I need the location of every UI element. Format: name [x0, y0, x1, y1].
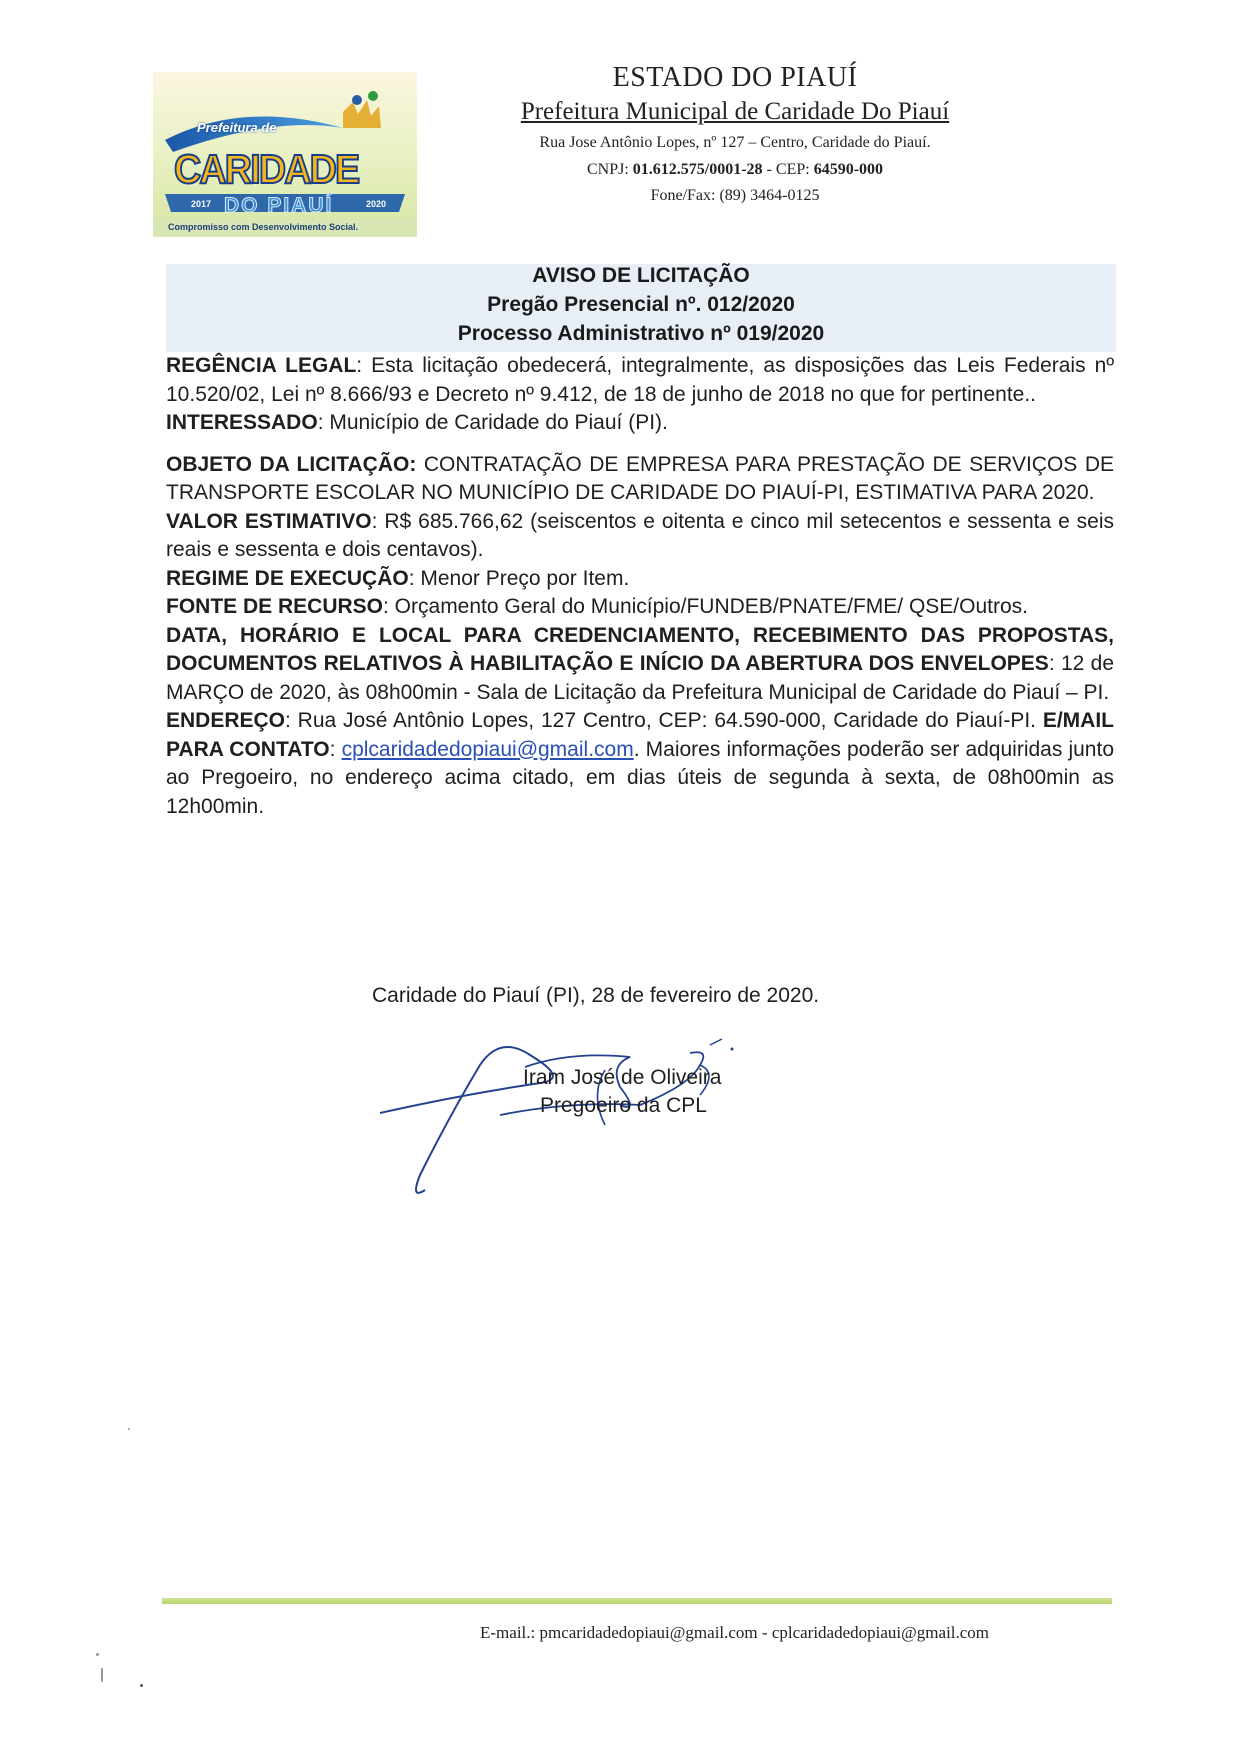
signer-role: Pregoeiro da CPL [540, 1094, 707, 1117]
email-separator: : [329, 737, 342, 761]
handwritten-signature [370, 1025, 810, 1215]
process-number: Processo Administrativo nº 019/2020 [457, 322, 825, 345]
interessado-paragraph [166, 409, 1114, 438]
logo-small-text: Prefeitura de [197, 120, 277, 135]
scan-speck [101, 1668, 103, 1682]
endereco-paragraph [166, 707, 1114, 821]
regencia-label: REGÊNCIA LEGAL [166, 354, 357, 377]
cnpj-value: 01.612.575/0001-28 [632, 161, 763, 178]
header-cnpj-cep [450, 161, 1020, 179]
cep-value: 64590-000 [813, 161, 884, 178]
cep-label: - CEP: [762, 161, 814, 178]
state-name: ESTADO DO PIAUÍ [612, 62, 858, 93]
objeto-label: OBJETO DA LICITAÇÃO: [166, 452, 417, 476]
regencia-paragraph [166, 352, 1114, 409]
fonte-paragraph [166, 593, 1114, 622]
regime-label: REGIME DE EXECUÇÃO [166, 566, 409, 590]
notice-body [166, 352, 1114, 821]
pregao-number: Pregão Presencial nº. 012/2020 [487, 293, 795, 316]
data-label: DATA, HORÁRIO E LOCAL PARA CREDENCIAMENTO, RECEBIMENTO DAS PROPOSTAS, DOCUMENTOS RELATIVOS À HABILITAÇÃO E INÍCIO DA ABERTURA DOS ENVELOPES [166, 623, 1114, 675]
notice-title: AVISO DE LICITAÇÃO [532, 264, 750, 287]
final-text: . Maiores informações poderão ser adquiridas junto ao Pregoeiro, no endereço acima citado, em dias úteis de segunda à sexta, de 08h00min as 12h00min. [166, 737, 1114, 818]
email-label: E/MAIL PARA CONTATO [166, 709, 1114, 761]
regime-text: : Menor Preço por Item. [408, 566, 630, 590]
fonte-text: : Orçamento Geral do Município/FUNDEB/PNATE/FME/ QSE/Outros. [383, 595, 1028, 618]
logo-main-text: CARIDADE [174, 146, 359, 192]
data-paragraph [166, 622, 1114, 708]
footer-rule [162, 1598, 1112, 1604]
regime-paragraph [166, 565, 1114, 594]
scan-speck [128, 1428, 130, 1430]
valor-text: : R$ 685.766,62 (seiscentos e oitenta e cinco mil setecentos e sessenta e seis reais e sessenta e dois centavos). [166, 509, 1115, 561]
endereco-label: ENDEREÇO [166, 709, 286, 732]
logo-tagline: Compromisso com Desenvolvimento Social. [168, 222, 359, 232]
logo-year-end: 2020 [366, 199, 387, 209]
interessado-text: : Município de Caridade do Piauí (PI). [317, 411, 668, 434]
logo-sub-text: DO PIAUÍ [224, 194, 334, 217]
header-address: Rua Jose Antônio Lopes, nº 127 – Centro, Caridade do Piauí. [539, 134, 931, 151]
contact-email-link[interactable]: cplcaridadedopiaui@gmail.com [341, 737, 634, 761]
fonte-label: FONTE DE RECURSO [166, 595, 384, 618]
prefeitura-name: Prefeitura Municipal de Caridade Do Piauí [520, 98, 950, 125]
objeto-paragraph [166, 451, 1114, 508]
scan-speck [140, 1684, 143, 1687]
regencia-text: : Esta licitação obedecerá, integralmente, as disposições das Leis Federais nº 10.520/02, Lei nº 8.666/93 e Decreto nº 9.412, de 18 de junho de 2018 no que for pertinente.. [166, 354, 1114, 406]
municipality-logo [153, 72, 417, 237]
endereco-text: : Rua José Antônio Lopes, 127 Centro, CEP: 64.590-000, Caridade do Piauí-PI. [285, 709, 1043, 732]
data-text: : 12 de MARÇO de 2020, às 08h00min - Sala de Licitação da Prefeitura Municipal de Caridade do Piauí – PI. [166, 652, 1114, 704]
place-date: Caridade do Piauí (PI), 28 de fevereiro de 2020. [372, 984, 820, 1007]
cnpj-label: CNPJ: [586, 161, 633, 178]
header-phone: Fone/Fax: (89) 3464-0125 [650, 187, 820, 204]
scan-speck [96, 1653, 99, 1656]
valor-paragraph [166, 508, 1114, 565]
valor-label: VALOR ESTIMATIVO [166, 509, 372, 533]
footer-emails: E-mail.: pmcaridadedopiaui@gmail.com - cplcaridadedopiaui@gmail.com [480, 1623, 990, 1642]
objeto-text: CONTRATAÇÃO DE EMPRESA PARA PRESTAÇÃO DE SERVIÇOS DE TRANSPORTE ESCOLAR NO MUNICÍPIO DE CARIDADE DO PIAUÍ-PI, ESTIMATIVA PARA 2020. [166, 452, 1115, 504]
logo-year-start: 2017 [191, 199, 212, 209]
interessado-label: INTERESSADO [166, 411, 318, 434]
signer-name: Iram José de Oliveira [523, 1066, 722, 1089]
